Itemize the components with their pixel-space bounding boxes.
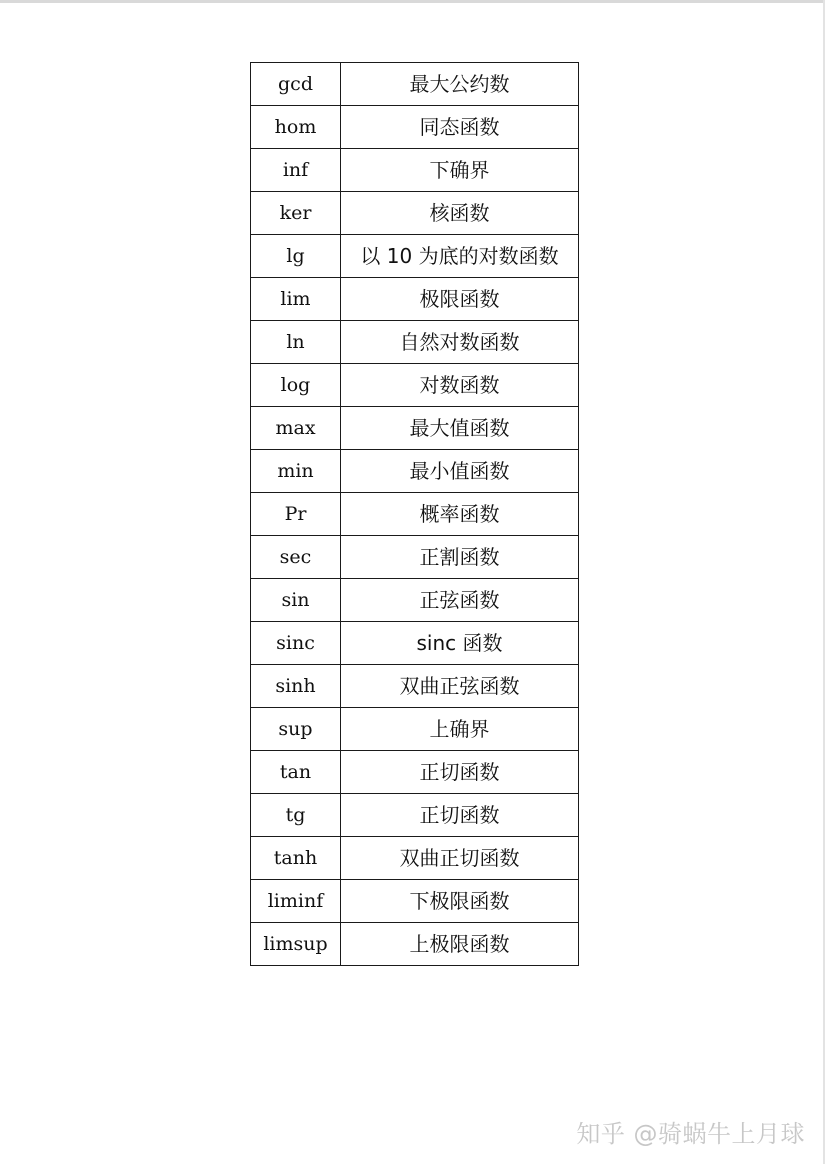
- table-row: [251, 493, 579, 536]
- table-row: [251, 63, 579, 106]
- function-description-cell: 对数函数: [341, 364, 579, 407]
- table-row: [251, 364, 579, 407]
- watermark-text: 知乎 @骑蜗牛上月球: [576, 1120, 805, 1148]
- function-name-cell: sinh: [251, 665, 341, 708]
- table-row: [251, 450, 579, 493]
- table-row: [251, 665, 579, 708]
- function-description-cell: 概率函数: [341, 493, 579, 536]
- table-row: [251, 321, 579, 364]
- function-description-cell: 下确界: [341, 149, 579, 192]
- function-description-cell: 双曲正弦函数: [341, 665, 579, 708]
- page-top-edge: [0, 0, 825, 3]
- table-row: [251, 536, 579, 579]
- function-description-cell: 极限函数: [341, 278, 579, 321]
- function-name-cell: limsup: [251, 923, 341, 966]
- function-name-cell: lg: [251, 235, 341, 278]
- table-row: [251, 192, 579, 235]
- function-name-cell: min: [251, 450, 341, 493]
- function-description-cell: 最小值函数: [341, 450, 579, 493]
- function-description-cell: sinc 函数: [341, 622, 579, 665]
- function-description-cell: 下极限函数: [341, 880, 579, 923]
- function-description-cell: 同态函数: [341, 106, 579, 149]
- function-name-cell: lim: [251, 278, 341, 321]
- table-row: [251, 235, 579, 278]
- function-description-cell: 最大公约数: [341, 63, 579, 106]
- function-description-cell: 正切函数: [341, 794, 579, 837]
- function-name-cell: tg: [251, 794, 341, 837]
- table-row: [251, 407, 579, 450]
- function-name-cell: inf: [251, 149, 341, 192]
- table-row: [251, 794, 579, 837]
- function-description-cell: 核函数: [341, 192, 579, 235]
- function-description-cell: 自然对数函数: [341, 321, 579, 364]
- function-description-cell: 双曲正切函数: [341, 837, 579, 880]
- function-description-cell: 正弦函数: [341, 579, 579, 622]
- function-name-cell: max: [251, 407, 341, 450]
- function-name-cell: log: [251, 364, 341, 407]
- math-function-table: [250, 62, 579, 966]
- function-name-cell: sinc: [251, 622, 341, 665]
- table-row: [251, 923, 579, 966]
- function-description-cell: 上确界: [341, 708, 579, 751]
- table-row: [251, 837, 579, 880]
- function-name-cell: sup: [251, 708, 341, 751]
- function-description-cell: 正割函数: [341, 536, 579, 579]
- function-name-cell: ln: [251, 321, 341, 364]
- function-name-cell: tan: [251, 751, 341, 794]
- function-name-cell: liminf: [251, 880, 341, 923]
- table-row: [251, 106, 579, 149]
- function-name-cell: ker: [251, 192, 341, 235]
- function-name-cell: sec: [251, 536, 341, 579]
- function-name-cell: hom: [251, 106, 341, 149]
- table-row: [251, 579, 579, 622]
- function-description-cell: 以 10 为底的对数函数: [341, 235, 579, 278]
- function-name-cell: Pr: [251, 493, 341, 536]
- table-row: [251, 278, 579, 321]
- function-description-cell: 最大值函数: [341, 407, 579, 450]
- function-name-cell: tanh: [251, 837, 341, 880]
- table-row: [251, 149, 579, 192]
- table-row: [251, 622, 579, 665]
- table-row: [251, 880, 579, 923]
- function-name-cell: gcd: [251, 63, 341, 106]
- function-name-cell: sin: [251, 579, 341, 622]
- function-description-cell: 正切函数: [341, 751, 579, 794]
- function-description-cell: 上极限函数: [341, 923, 579, 966]
- table-row: [251, 751, 579, 794]
- table-row: [251, 708, 579, 751]
